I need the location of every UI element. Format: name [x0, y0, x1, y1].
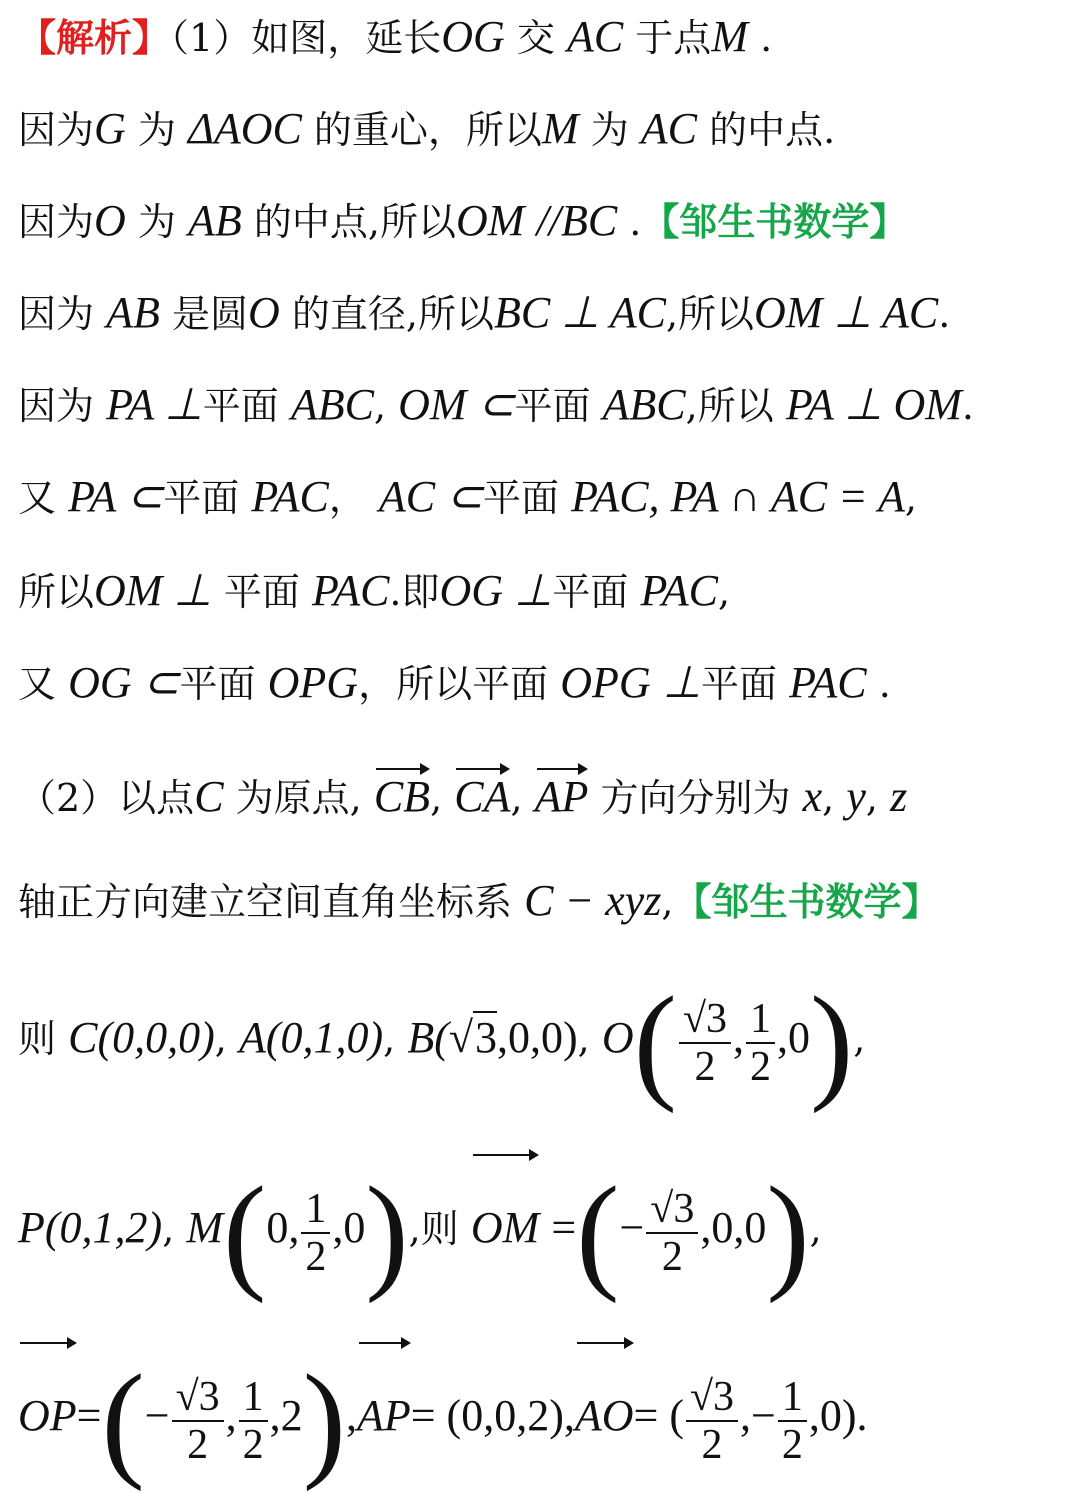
text: 轴正方向建立空间直角坐标系 — [18, 880, 513, 924]
text: , — [853, 1017, 866, 1061]
text: , — [904, 476, 917, 520]
vector-op: OP — [18, 1340, 77, 1486]
line-10 — [18, 876, 939, 927]
line-3 — [18, 196, 907, 247]
math: = (0,0,2), — [410, 1391, 575, 1440]
text: 所以 — [18, 570, 95, 614]
line-11: 则 C(0,0,0), A(0,1,0), B(√3,0,0), O( $\frac{√3}{2}$ , $\frac{1}{2}$ ,0), — [18, 970, 866, 1115]
line-2 — [18, 104, 835, 155]
close-paren: ) — [810, 970, 854, 1115]
math: PA ⊂ — [68, 472, 164, 521]
vector-ap: AP — [535, 766, 589, 822]
line-1 — [18, 12, 772, 63]
text: 平面 — [514, 384, 591, 428]
line-6 — [18, 472, 917, 523]
text: , — [822, 776, 835, 820]
math: AC — [566, 12, 624, 61]
math: // — [536, 196, 561, 245]
text: 于点 — [635, 16, 712, 60]
fraction — [646, 1186, 698, 1280]
text: （2）以点 — [18, 776, 195, 820]
line-5 — [18, 380, 974, 431]
math: B( — [407, 1013, 449, 1062]
denominator: 2 — [694, 1043, 716, 1090]
text: . — [878, 662, 891, 706]
text: 平面 — [223, 570, 300, 614]
math: OM ⊥ AC — [754, 288, 939, 337]
math: BC — [560, 196, 618, 245]
open-paren: ( — [101, 1348, 145, 1493]
fraction — [172, 1374, 224, 1468]
text: 的重心，所以 — [313, 108, 542, 152]
text: , — [577, 1017, 590, 1061]
text: 的中点. — [709, 108, 836, 152]
math: OG ⊂ — [68, 658, 180, 707]
math: OM ⊥ — [94, 566, 212, 615]
text: , — [162, 1207, 175, 1251]
math: OPG — [267, 658, 359, 707]
text: 方向分别为 — [600, 776, 791, 820]
math: P(0,1,2) — [18, 1203, 163, 1252]
analysis-tag: 【解析】 — [18, 15, 171, 60]
fraction — [239, 1374, 268, 1468]
line-9 — [18, 766, 907, 823]
vector-cb: CB — [374, 766, 430, 822]
fraction — [679, 996, 731, 1090]
numerator: 1 — [746, 996, 775, 1044]
text: 又 — [18, 476, 57, 520]
math: z — [890, 772, 908, 821]
numerator: √3 — [646, 1186, 698, 1234]
text: 平面 — [179, 662, 256, 706]
text: （1）如图，延长 — [170, 16, 442, 60]
math: G — [94, 104, 126, 153]
source-tag: 【邹生书数学】 — [641, 199, 908, 244]
source-tag: 【邹生书数学】 — [673, 879, 940, 924]
fraction — [686, 1374, 738, 1468]
text: 平面 — [701, 662, 778, 706]
math: AB — [106, 288, 160, 337]
numerator: 1 — [301, 1186, 330, 1234]
denominator: 2 — [242, 1421, 264, 1468]
math: ,0 — [777, 1013, 810, 1062]
text: 为 — [137, 200, 176, 244]
math: PAC, PA ∩ AC = A — [571, 472, 905, 521]
text: 平面 — [163, 476, 240, 520]
math: O — [94, 196, 126, 245]
denominator: 2 — [187, 1421, 209, 1468]
line-4 — [18, 288, 950, 339]
math: C − xyz — [524, 876, 662, 925]
math: BC ⊥ AC — [493, 288, 666, 337]
math: − — [144, 1391, 170, 1440]
math: = — [551, 1203, 577, 1252]
close-paren: ) — [766, 1160, 810, 1305]
text: . — [760, 16, 773, 60]
text: 则 — [18, 1017, 57, 1061]
math: OG — [441, 12, 505, 61]
text: 的中点,所以 — [253, 200, 456, 244]
math: y — [846, 772, 866, 821]
denominator: 2 — [781, 1421, 803, 1468]
math: x — [802, 772, 823, 821]
text: , — [430, 776, 443, 820]
line-13: OP=(− $\frac{√3}{2}$ , $\frac{1}{2}$ ,2),AP= (0,0,2),AO= ( $\frac{√3}{2}$ ,− $\frac{1}{2}$ ,0). — [18, 1340, 868, 1487]
math: 3 — [475, 1013, 498, 1062]
math: PAC — [789, 658, 867, 707]
text: . — [629, 200, 642, 244]
math: OM — [455, 196, 525, 245]
text: . — [961, 384, 974, 428]
math: ABC — [602, 380, 686, 429]
vector-ap: AP — [357, 1340, 411, 1486]
text: , — [809, 1207, 822, 1251]
text: , — [661, 880, 674, 924]
line-7 — [18, 566, 730, 617]
math: ,0,0) — [497, 1013, 578, 1062]
text: 为原点, — [235, 776, 362, 820]
math: C(0,0,0) — [68, 1013, 215, 1062]
text: 又 — [18, 662, 57, 706]
math: M — [541, 104, 579, 153]
math: M — [711, 12, 748, 61]
text: 交 — [516, 16, 555, 60]
numerator: 1 — [778, 1374, 807, 1422]
math: OG ⊥ — [439, 566, 553, 615]
denominator: 2 — [701, 1421, 723, 1468]
math: A(0,1,0) — [238, 1013, 384, 1062]
numerator: √3 — [686, 1374, 738, 1422]
text: , — [214, 1017, 227, 1061]
text: 是圆 — [171, 292, 248, 336]
vector-ca: CA — [454, 766, 510, 822]
text: , — [510, 776, 523, 820]
close-paren: ) — [302, 1348, 346, 1493]
math: PAC — [311, 566, 390, 615]
math: ⊥ — [662, 658, 702, 707]
math: ,− — [740, 1391, 776, 1440]
math: O — [247, 288, 280, 337]
math: ,0). — [808, 1391, 868, 1440]
math: AC — [640, 104, 698, 153]
math: ΔAOC — [188, 104, 302, 153]
text: 因为 — [18, 108, 95, 152]
numerator: 1 — [239, 1374, 268, 1422]
math: , — [733, 1013, 744, 1062]
math: = ( — [633, 1391, 684, 1440]
math: AB — [188, 196, 242, 245]
denominator: 2 — [750, 1043, 771, 1090]
vector-ao: AO — [575, 1340, 634, 1486]
math: OPG — [560, 658, 651, 707]
math: − — [619, 1203, 645, 1252]
text: 为 — [590, 108, 629, 152]
text: ,则 — [408, 1207, 459, 1251]
math: C — [194, 772, 224, 821]
math: ABC — [290, 380, 374, 429]
text: 为 — [137, 108, 176, 152]
text: , — [373, 384, 387, 428]
text: .即 — [389, 570, 440, 614]
math: ,0 — [332, 1203, 366, 1252]
close-paren: ) — [365, 1160, 409, 1305]
math: O — [601, 1013, 634, 1062]
text: 因为 — [18, 384, 95, 428]
open-paren: ( — [633, 970, 677, 1115]
line-12 — [18, 1152, 822, 1305]
math: AC ⊂ — [378, 472, 484, 521]
numerator: √3 — [679, 996, 731, 1044]
math: 0, — [266, 1203, 300, 1252]
open-paren: ( — [576, 1160, 620, 1305]
math: PAC — [640, 566, 718, 615]
line-8 — [18, 658, 891, 709]
text: 平面 — [552, 570, 629, 614]
open-paren: ( — [223, 1160, 267, 1305]
fraction — [746, 996, 775, 1090]
text: 的直径,所以 — [291, 292, 494, 336]
math: PA ⊥ OM — [785, 380, 962, 429]
math: PA ⊥ — [106, 380, 203, 429]
math: M — [186, 1203, 224, 1252]
math: ,2 — [269, 1391, 303, 1440]
denominator: 2 — [305, 1233, 327, 1280]
text: ,所以 — [685, 384, 774, 428]
numerator: √3 — [172, 1374, 224, 1422]
text: ，所以平面 — [358, 662, 549, 706]
fraction — [778, 1374, 807, 1468]
math: OM ⊂ — [398, 380, 515, 429]
denominator: 2 — [661, 1233, 683, 1280]
text: 因为 — [18, 292, 95, 336]
text: , — [717, 570, 731, 614]
text: , — [865, 776, 878, 820]
text: . — [938, 292, 951, 336]
text: , — [383, 1017, 396, 1061]
math: = — [76, 1391, 102, 1440]
math: ,0,0 — [700, 1203, 767, 1252]
vector-om: OM — [471, 1152, 539, 1298]
text: 因为 — [18, 200, 95, 244]
text: ,所以 — [665, 292, 755, 336]
math: PAC — [251, 472, 329, 521]
text: 平面 — [483, 476, 560, 520]
fraction — [301, 1186, 330, 1280]
text: ， — [328, 476, 367, 520]
text: 平面 — [202, 384, 279, 428]
